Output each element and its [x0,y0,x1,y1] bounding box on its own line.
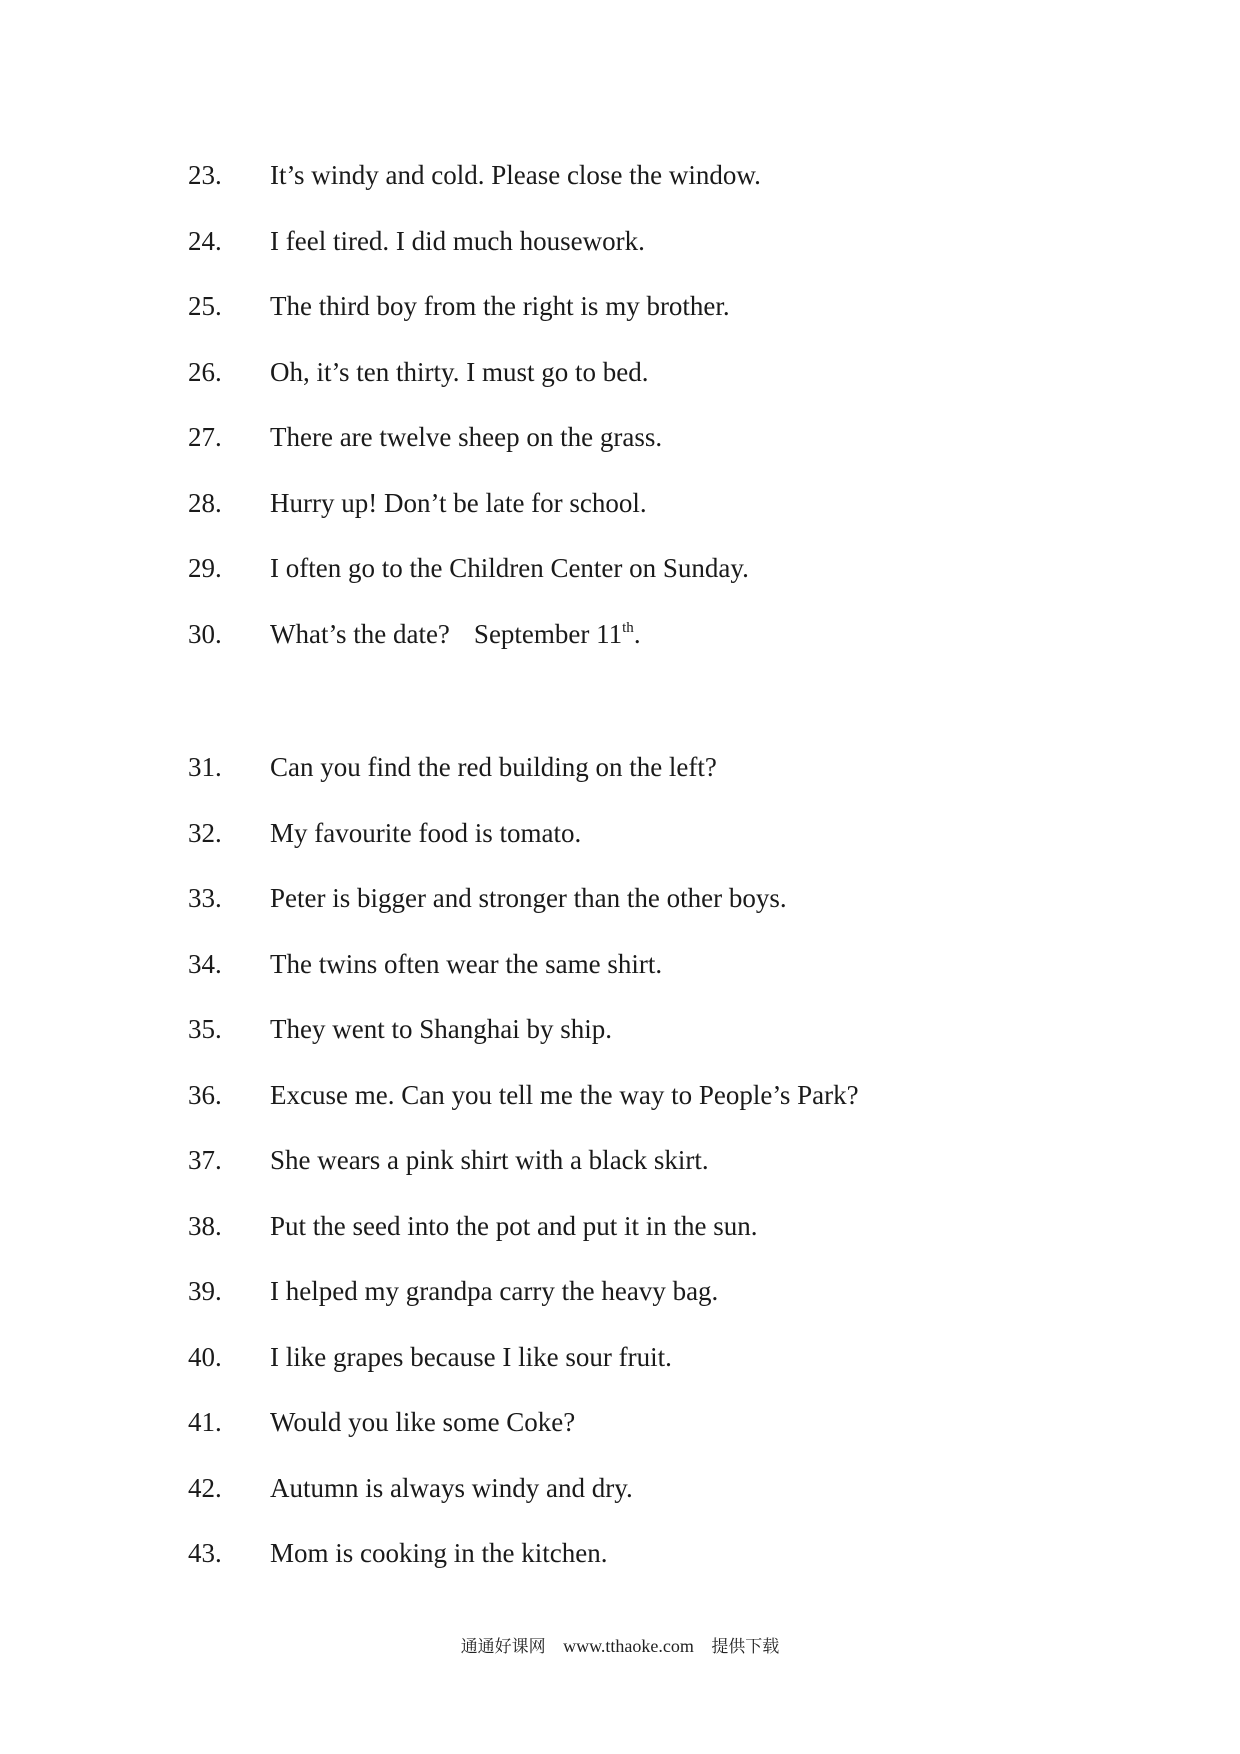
list-item [0,752,1240,818]
list-item [0,1211,1240,1277]
list-item [0,226,1240,292]
item-text: I often go to the Children Center on Sunday. [270,553,749,583]
list-item [0,160,1240,226]
item-number: 31. [188,752,222,782]
item-text: Peter is bigger and stronger than the other boys. [270,883,787,913]
list-item [0,422,1240,488]
list-item [0,1080,1240,1146]
item-number: 43. [188,1538,222,1568]
item-text: Oh, it’s ten thirty. I must go to bed. [270,356,649,387]
item-number: 27. [188,422,222,452]
item-text: There are twelve sheep on the grass. [270,422,663,452]
item-number: 37. [188,1145,222,1175]
item-text: Autumn is always windy and dry. [270,1472,633,1503]
item-text: The third boy from the right is my brother. [270,291,730,321]
item-text: They went to Shanghai by ship. [270,1014,612,1044]
item-text: The twins often wear the same shirt. [270,948,663,979]
item-number: 34. [188,948,222,979]
footer-url: www.tthaoke.com [563,1636,694,1656]
item-number: 28. [188,487,222,518]
page-footer [0,1632,1240,1657]
item-text: Mom is cooking in the kitchen. [270,1538,608,1568]
list-item [0,357,1240,423]
list-item [0,488,1240,554]
item-number: 29. [188,553,222,583]
item-text: I helped my grandpa carry the heavy bag. [270,1276,719,1306]
item-text: Put the seed into the pot and put it in the sun. [270,1210,758,1241]
item-text: I like grapes because I like sour fruit. [270,1341,672,1372]
item-number: 26. [188,356,222,387]
item-text: It’s windy and cold. Please close the window. [270,160,761,190]
list-item [0,1407,1240,1473]
item-number: 36. [188,1079,222,1110]
list-item [0,1276,1240,1342]
item-number: 41. [188,1407,222,1437]
ordinal-suffix: th [622,619,634,636]
item-text: Would you like some Coke? [270,1407,576,1437]
list-item [0,1014,1240,1080]
item-number: 25. [188,291,222,321]
footer-suffix: 提供下载 [711,1637,780,1657]
item-number: 24. [188,225,222,256]
item-number: 39. [188,1276,222,1306]
list-item [0,619,1240,685]
list-item [0,1538,1240,1604]
sentence-list-1 [0,160,1240,684]
footer-site-name: 通通好课网 [460,1637,546,1657]
item-text: I feel tired. I did much housework. [270,225,645,256]
item-text [270,619,641,649]
list-item [0,883,1240,949]
item-text: Can you find the red building on the left? [270,752,717,782]
list-item [0,949,1240,1015]
item-number: 30. [188,618,222,649]
list-item [0,553,1240,619]
item-text: She wears a pink shirt with a black skirt. [270,1145,709,1175]
answer-period: . [633,618,641,649]
list-item [0,1473,1240,1539]
list-item [0,1342,1240,1408]
item-number: 38. [188,1210,222,1241]
item-number: 32. [188,817,222,848]
item-text: Hurry up! Don’t be late for school. [270,487,647,518]
list-item [0,818,1240,884]
sentence-list-2 [0,752,1240,1604]
item-text: My favourite food is tomato. [270,817,582,848]
item-text: Excuse me. Can you tell me the way to People’s Park? [270,1079,859,1110]
item-number: 35. [188,1014,222,1044]
item-number: 40. [188,1341,222,1372]
item-number: 42. [188,1472,222,1503]
item-number: 23. [188,160,222,190]
list-item [0,1145,1240,1211]
question-text: What’s the date? [270,618,450,649]
item-number: 33. [188,883,222,913]
answer-text: September 11 [473,618,623,649]
list-item [0,291,1240,357]
